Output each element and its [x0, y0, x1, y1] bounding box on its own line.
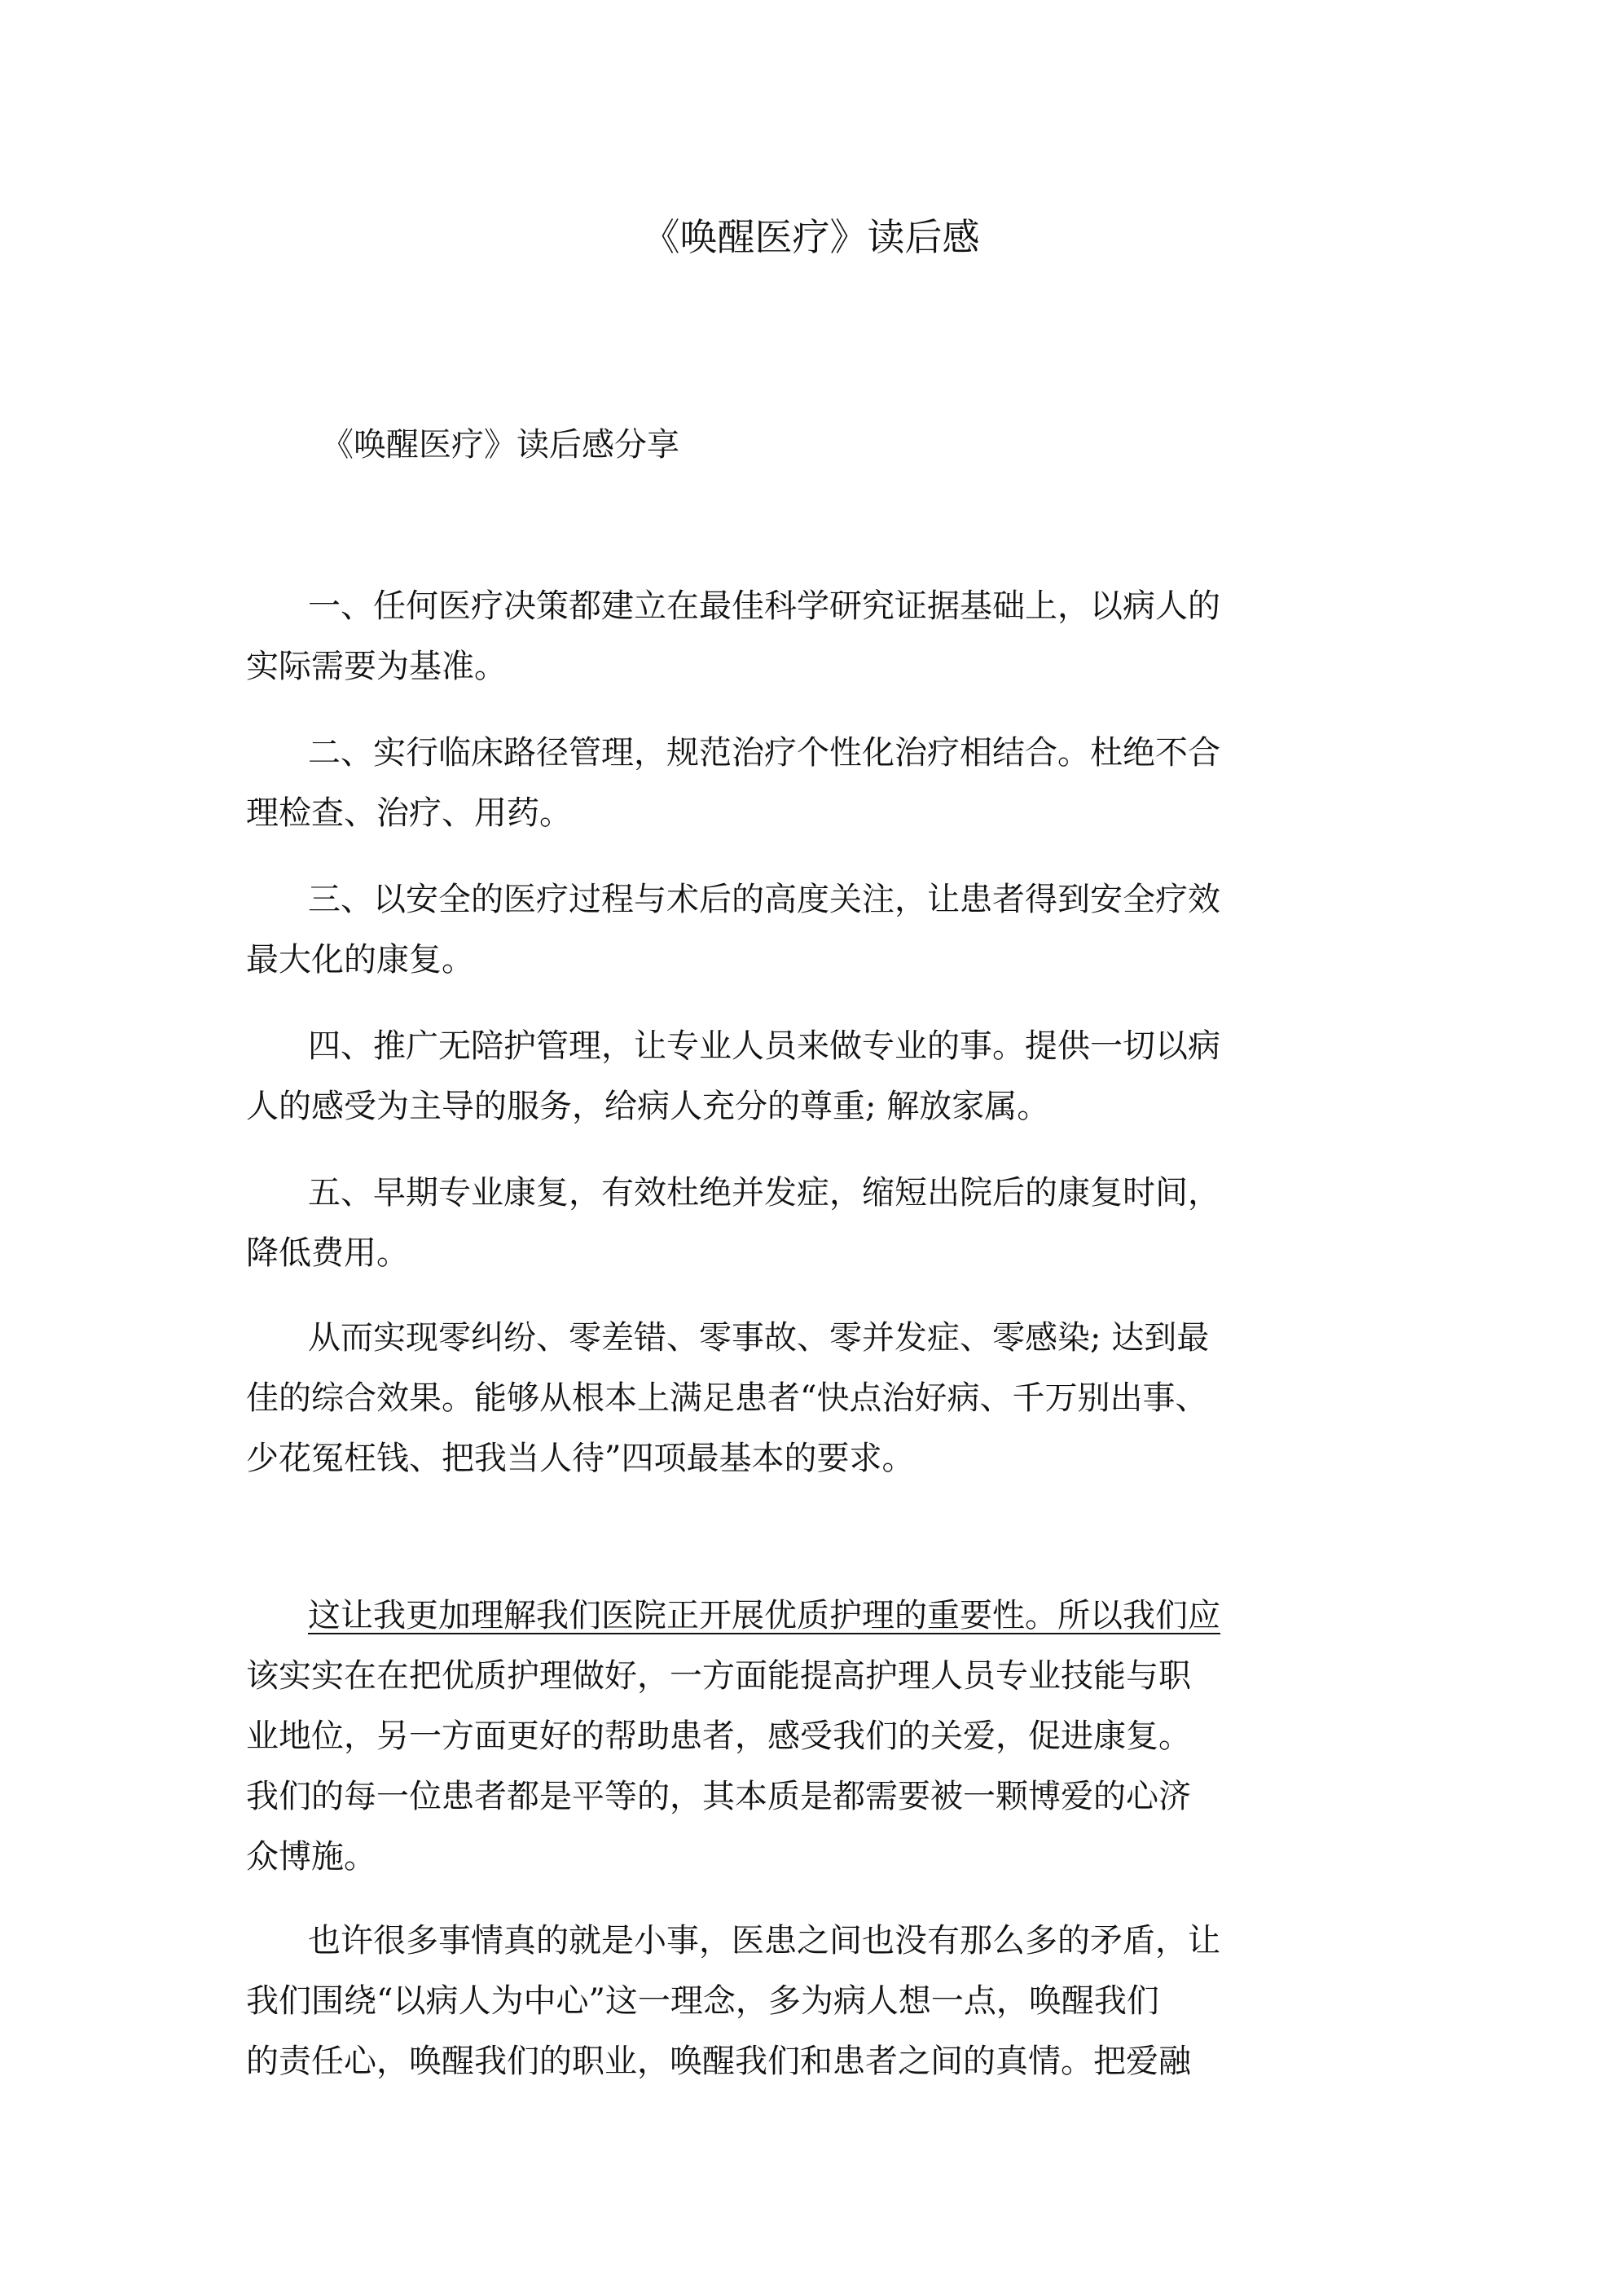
paragraph-line: 业地位，另一方面更好的帮助患者，感受我们的关爱，促进康复。	[246, 1718, 1191, 1755]
paragraph-line: 我们的每一位患者都是平等的，其本质是都需要被一颗博爱的心济	[246, 1778, 1191, 1815]
paragraph-line: 五、早期专业康复，有效杜绝并发症，缩短出院后的康复时间，	[308, 1174, 1220, 1212]
paragraph-line: 众博施。	[246, 1838, 376, 1876]
paragraph-5	[246, 1163, 1273, 1283]
paragraph-line: 最大化的康复。	[246, 941, 474, 979]
paragraph-line: 二、实行临床路径管理，规范治疗个性化治疗相结合。杜绝不合	[308, 734, 1220, 772]
paragraph-line: 一、任何医疗决策都建立在最佳科学研究证据基础上，以病人的	[308, 587, 1220, 625]
paragraph-6	[246, 1308, 1273, 1489]
paragraph-line: 少花冤枉钱、把我当人待”四项最基本的要求。	[246, 1440, 915, 1477]
paragraph-2	[246, 723, 1273, 843]
paragraph-4	[246, 1016, 1273, 1137]
paragraph-line	[246, 1586, 1273, 1646]
paragraph-line: 我们围绕“以病人为中心”这一理念，多为病人想一点，唤醒我们	[246, 1982, 1159, 2020]
paragraph-line: 该实实在在把优质护理做好，一方面能提高护理人员专业技能与职	[246, 1657, 1191, 1695]
paragraph-line: 理检查、治疗、用药。	[246, 794, 572, 832]
paragraph-line: 的责任心，唤醒我们的职业，唤醒我们和患者之间的真情。把爱融	[246, 2043, 1191, 2080]
paragraph-line: 也许很多事情真的就是小事，医患之间也没有那么多的矛盾，让	[308, 1922, 1220, 1960]
paragraph-8	[246, 1911, 1273, 2091]
underlined-text: 这让我更加理解我们医院正开展优质护理的重要性。所以我们应	[308, 1597, 1220, 1634]
paragraph-line: 四、推广无陪护管理，让专业人员来做专业的事。提供一切以病	[308, 1027, 1220, 1065]
document-subtitle: 《唤醒医疗》读后感分享	[321, 426, 679, 464]
paragraph-1	[246, 576, 1273, 697]
paragraph-3	[246, 869, 1273, 990]
paragraph-line: 三、以安全的医疗过程与术后的高度关注，让患者得到安全疗效	[308, 881, 1220, 918]
paragraph-line: 降低费用。	[246, 1234, 409, 1272]
paragraph-line: 实际需要为基准。	[246, 648, 507, 685]
paragraph-line: 从而实现零纠纷、零差错、零事故、零并发症、零感染; 达到最	[308, 1319, 1210, 1357]
paragraph-line: 佳的综合效果。能够从根本上满足患者“快点治好病、千万别出事、	[246, 1379, 1208, 1417]
document-title: 《唤醒医疗》读后感	[642, 215, 980, 259]
paragraph-7	[246, 1586, 1273, 1887]
paragraph-line: 人的感受为主导的服务，给病人充分的尊重; 解放家属。	[246, 1088, 1050, 1125]
